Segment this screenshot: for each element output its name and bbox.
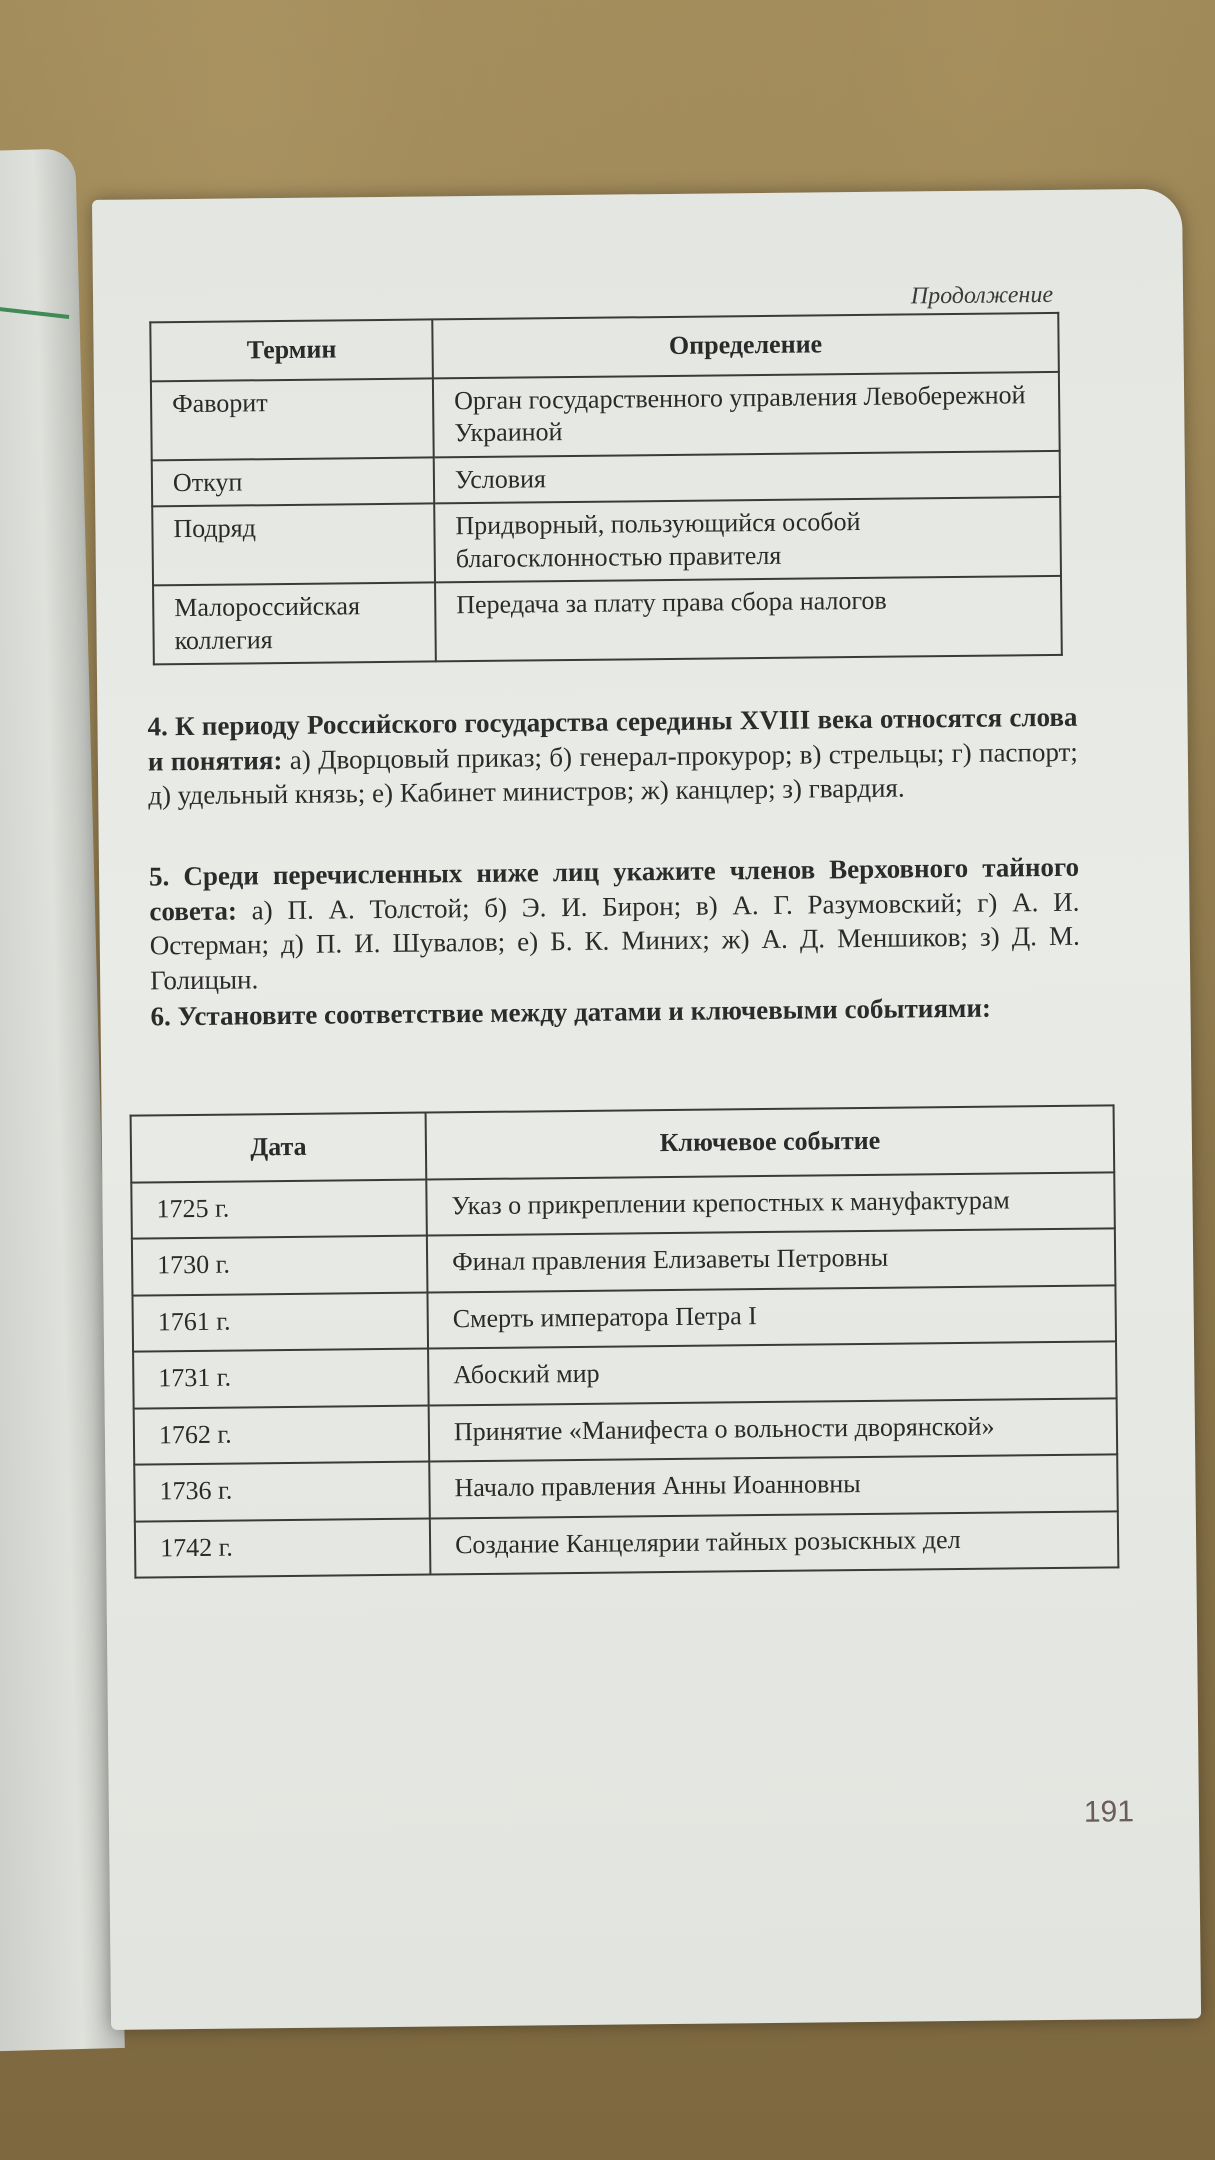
event-cell: Начало правления Анны Иоанновны — [429, 1454, 1118, 1518]
date-cell: 1731 г. — [133, 1349, 429, 1409]
task-4-question: К периоду Российского государства середины XVIII века относятся слова и понятия: — [147, 701, 1078, 776]
event-cell: Смерть императора Петра I — [427, 1285, 1116, 1349]
task-4-number: 4. — [147, 711, 168, 742]
term-cell: Малороссийская коллегия — [153, 582, 436, 664]
date-cell: 1736 г. — [134, 1462, 430, 1522]
dates-events-table — [130, 1104, 1120, 1578]
table-row — [133, 1341, 1117, 1408]
definition-cell: Передача за плату права сбора налогов — [435, 576, 1062, 662]
event-cell: Финал правления Елизаветы Петровны — [427, 1228, 1116, 1292]
table-row — [153, 576, 1062, 665]
book-page — [92, 189, 1201, 2030]
table-row — [132, 1285, 1116, 1352]
task-6 — [150, 990, 1080, 1034]
definition-cell: Орган государственного управления Левобережной Украиной — [433, 371, 1060, 457]
table-row — [131, 1172, 1115, 1239]
task-4 — [147, 700, 1078, 813]
definition-cell: Придворный, пользующийся особой благосклонностью правителя — [434, 497, 1061, 583]
task-5-question: Среди перечисленных ниже лиц укажите членов Верховного тайного совета: — [149, 851, 1080, 926]
terms-table — [149, 312, 1063, 666]
table-row — [135, 1511, 1119, 1578]
event-cell: Абоский мир — [428, 1341, 1117, 1405]
terms-header-definition: Определение — [432, 313, 1059, 378]
table-row — [134, 1398, 1118, 1465]
term-cell: Подряд — [152, 503, 435, 585]
date-cell: 1761 г. — [132, 1292, 428, 1352]
event-cell: Создание Канцелярии тайных розыскных дел — [430, 1511, 1119, 1575]
definition-cell: Условия — [434, 450, 1060, 503]
task-6-number: 6. — [150, 1001, 171, 1032]
page-number: 191 — [1083, 1795, 1135, 1829]
table-row — [132, 1228, 1116, 1295]
task-5-number: 5. — [148, 861, 170, 892]
task-5-options: а) П. А. Толстой; б) Э. И. Бирон; в) А. Г. Разумовский; г) А. И. Остерман; д) П. И. Шувалов; е) Б. К. Миних; ж) А. Д. Меншиков; з) Д. М. Голицын. — [149, 886, 1080, 996]
terms-header-term: Термин — [150, 319, 433, 380]
table-row — [152, 497, 1061, 586]
table-row — [151, 371, 1060, 460]
dates-header-date: Дата — [131, 1113, 427, 1183]
task-6-question: Установите соответствие между датами и ключевыми событиями: — [177, 992, 992, 1032]
date-cell: 1742 г. — [135, 1518, 431, 1578]
date-cell: 1725 г. — [131, 1179, 427, 1239]
event-cell: Указ о прикреплении крепостных к мануфактурам — [426, 1172, 1115, 1236]
date-cell: 1730 г. — [132, 1236, 428, 1296]
task-4-options: а) Дворцовый приказ; б) генерал-прокурор; в) стрельцы; г) паспорт; д) удельный князь; е) Кабинет министров; ж) канцлер; з) гвардия. — [148, 736, 1078, 811]
date-cell: 1762 г. — [134, 1405, 430, 1465]
event-cell: Принятие «Манифеста о вольности дворянской» — [429, 1398, 1118, 1462]
table-row — [134, 1454, 1118, 1521]
term-cell: Фаворит — [151, 378, 434, 460]
bookmark-line — [0, 305, 69, 319]
dates-header-event: Ключевое событие — [426, 1105, 1115, 1179]
term-cell: Откуп — [152, 457, 434, 506]
running-head: Продолжение — [910, 281, 1054, 310]
task-5 — [149, 850, 1080, 998]
